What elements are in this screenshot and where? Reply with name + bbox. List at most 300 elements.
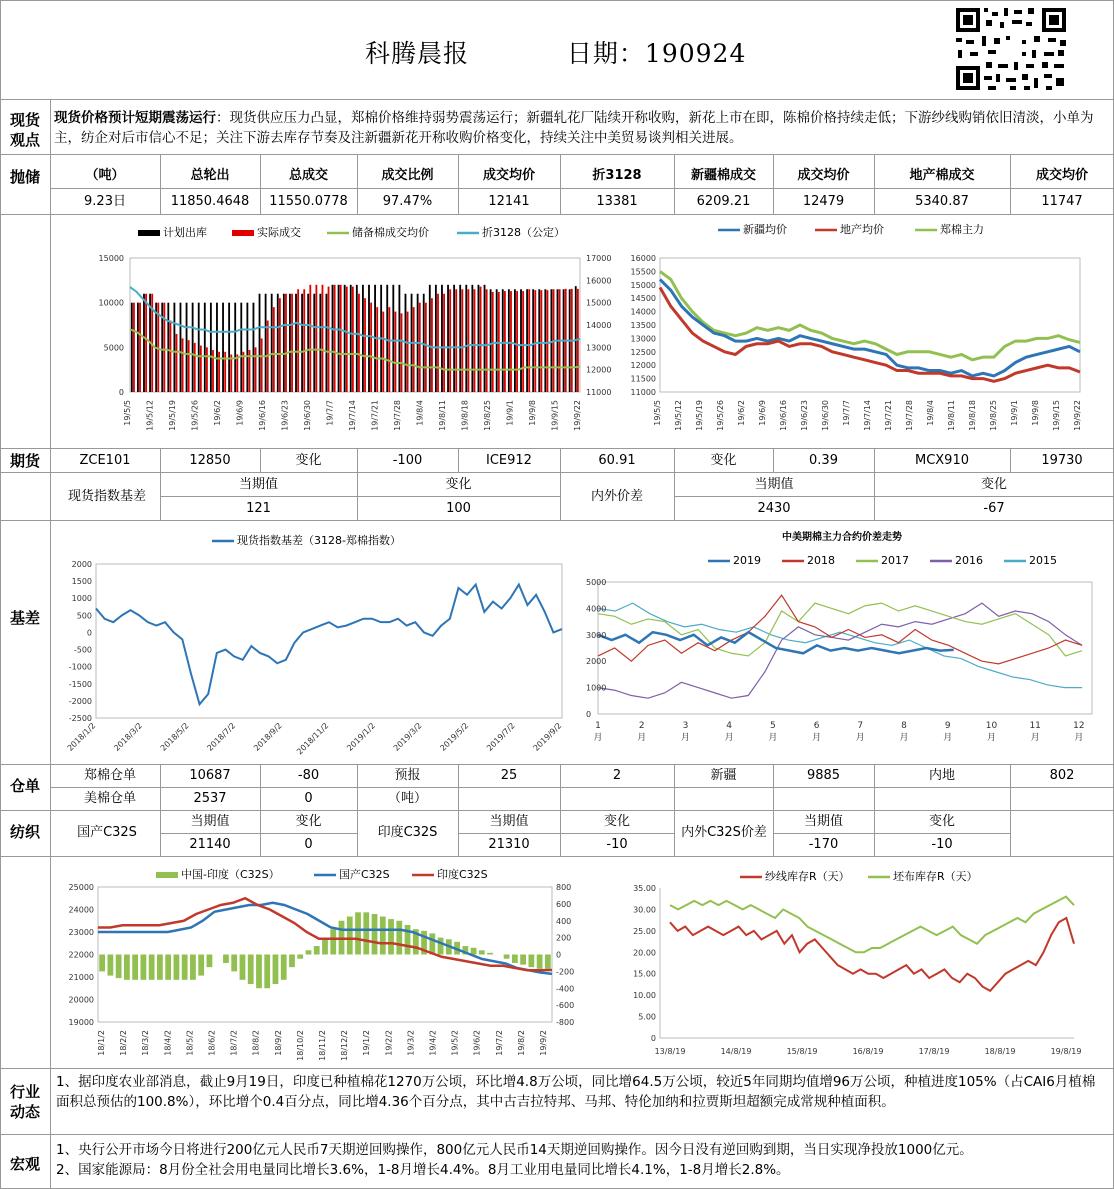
y-left-tick: 0 (118, 388, 124, 397)
x-tick: 19/6/30 (821, 400, 830, 431)
warehouse-cell: 0 (304, 791, 313, 806)
warehouse-cell: 预报 (394, 768, 421, 783)
diff-bar (537, 955, 543, 969)
x-tick-unit: 月 (768, 733, 778, 743)
x-tick: 18/6/2 (207, 1030, 217, 1056)
plot-area (96, 564, 562, 718)
actual-bar (510, 291, 512, 392)
report-title (365, 34, 746, 70)
actual-bar (540, 290, 542, 392)
textile-label: 国产C32S (77, 825, 137, 840)
y-tick: 35.00 (633, 884, 656, 893)
futures-cell: MCX910 (914, 453, 969, 468)
cell-divider (874, 154, 875, 214)
cell-divider (260, 449, 261, 472)
diff-bar (479, 950, 485, 954)
x-tick: 19/5/5 (653, 400, 662, 426)
row-divider (458, 833, 674, 834)
actual-bar (516, 291, 518, 392)
planned-bar (192, 303, 194, 392)
futures-cell: 变化 (710, 453, 737, 468)
x-tick: 19/6/23 (280, 400, 290, 431)
macro-news (56, 1140, 1108, 1180)
actual-bar (291, 294, 293, 392)
y-left-tick: 5000 (103, 343, 124, 353)
x-tick: 7 (857, 721, 864, 731)
planned-bar (441, 285, 443, 392)
y-right-tick: 800 (556, 883, 572, 892)
actual-bar (133, 303, 135, 392)
auction-header-cell: 成交均价 (482, 168, 535, 183)
planned-bar (271, 294, 273, 392)
x-tick: 18/7/2 (229, 1030, 239, 1056)
diff-bar (297, 955, 303, 959)
basis-header-cell: 当期值 (238, 477, 278, 492)
planned-bar (228, 303, 230, 392)
futures-cell: 0.39 (809, 453, 838, 468)
x-tick: 18/2/2 (119, 1030, 129, 1056)
actual-bar (528, 289, 530, 392)
planned-bar (204, 303, 206, 392)
series-2016-line (598, 603, 1082, 698)
basis-label: 现货指数基差 (67, 489, 146, 504)
actual-bar (346, 287, 348, 392)
x-tick: 19/6/30 (303, 400, 312, 431)
auction-header-cell: 折3128 (592, 168, 642, 183)
diff-bar (355, 912, 361, 954)
legend-basis: 现货指数基差（3128-郑棉指数） (237, 534, 401, 547)
actual-bar (243, 352, 245, 392)
planned-bar (253, 303, 255, 392)
x-tick: 19/9/2 (539, 1030, 548, 1056)
y-right-tick: 0 (556, 950, 562, 960)
x-tick: 2019/5/2 (438, 721, 471, 753)
diff-bar (314, 946, 320, 954)
x-tick: 19/7/28 (393, 400, 402, 431)
x-tick: 19/7/7 (842, 400, 851, 426)
actual-bar (230, 354, 232, 392)
actual-bar (437, 294, 439, 392)
spot-index-basis-chart (52, 524, 592, 764)
section-label-warehouse: 仓单 (9, 777, 40, 795)
actual-bar (352, 287, 354, 392)
cell-divider (1010, 449, 1011, 472)
x-tick: 18/1/2 (97, 1030, 106, 1056)
cell-divider (260, 154, 261, 214)
warehouse-cell: 郑棉仓单 (83, 768, 136, 783)
diff-bar (149, 955, 155, 980)
x-tick: 9 (944, 721, 951, 731)
textile-value-cell: -10 (606, 837, 628, 852)
row-divider (50, 188, 1114, 189)
futures-cell: -100 (392, 453, 423, 468)
x-tick: 18/10/2 (295, 1030, 305, 1061)
planned-bar (350, 285, 352, 392)
legend-planned: 计划出库 (163, 226, 207, 239)
x-tick: 19/9/22 (573, 400, 582, 431)
textile-value-cell: 21140 (189, 837, 231, 852)
x-tick: 19/6/16 (258, 400, 267, 431)
planned-bar (465, 285, 467, 392)
cell-divider (357, 154, 358, 214)
planned-bar (180, 303, 182, 392)
actual-bar (388, 307, 390, 392)
auction-volume-price-chart (52, 218, 612, 448)
actual-bar (425, 303, 427, 392)
grey-inventory-line (670, 897, 1074, 953)
cell-divider (674, 810, 675, 856)
x-tick: 18/5/2 (185, 1030, 195, 1056)
us-china-spread-chart (586, 524, 1112, 764)
row-divider (674, 496, 1114, 497)
planned-bar (240, 303, 242, 392)
basis-value-cell: 2430 (757, 501, 791, 516)
auction-header-cell: 新疆棉成交 (690, 168, 756, 183)
diff-bar (231, 955, 237, 972)
x-tick: 19/8/11 (947, 400, 956, 431)
diff-bar (141, 955, 147, 980)
actual-bar (480, 287, 482, 392)
actual-bar (401, 313, 403, 392)
warehouse-cell: 新疆 (710, 768, 737, 783)
diff-bar (520, 955, 526, 965)
y-tick: 12000 (630, 361, 656, 371)
textile-header-cell: 当期值 (190, 814, 230, 829)
legend-price3128: 折3128（公定） (482, 226, 565, 239)
cell-divider (773, 154, 774, 214)
actual-bar (176, 334, 178, 392)
textile-header-cell: 变化 (928, 814, 955, 829)
planned-bar (295, 294, 297, 392)
legend-actual: 实际成交 (257, 226, 301, 239)
textile-header-cell: 变化 (603, 814, 630, 829)
auction-header-cell: 总轮出 (190, 168, 230, 183)
x-tick-unit: 月 (637, 733, 647, 743)
auction-header-cell: 总成交 (288, 168, 328, 183)
y-tick: 12500 (630, 347, 656, 357)
auction-value-cell: 11550.0778 (269, 194, 348, 209)
spot-price-trend-chart (610, 218, 1110, 448)
planned-bar (265, 294, 267, 392)
x-tick: 15/8/19 (786, 1047, 818, 1056)
basis-line (96, 585, 562, 705)
actual-bar (461, 289, 463, 392)
section-label-futures: 期货 (9, 452, 40, 470)
actual-bar (334, 285, 336, 392)
planned-bar (453, 285, 455, 392)
y-tick: 11500 (630, 374, 656, 384)
auction-value-cell: 5340.87 (915, 194, 969, 209)
y-left-tick: 20000 (68, 995, 94, 1005)
x-tick: 2019/7/2 (485, 721, 517, 753)
x-tick: 19/8/25 (989, 400, 998, 431)
cell-divider (560, 154, 561, 214)
actual-bar (395, 312, 397, 392)
planned-bar (222, 303, 224, 392)
x-tick: 19/7/28 (905, 400, 914, 431)
planned-bar (344, 285, 346, 392)
diff-bar (347, 917, 353, 955)
actual-bar (322, 285, 324, 392)
x-tick: 19/8/19 (1050, 1047, 1082, 1056)
actual-bar (273, 307, 275, 392)
y-tick: 14000 (630, 307, 656, 317)
planned-bar (551, 289, 553, 392)
cell-divider (674, 449, 675, 472)
report-header (0, 0, 1114, 100)
planned-bar (362, 285, 364, 392)
y-tick: 15000 (630, 280, 656, 290)
x-tick: 19/9/22 (1073, 400, 1082, 431)
legend-grey: 坯布库存R（天） (893, 870, 978, 883)
series-2018-line (598, 595, 1082, 664)
y-tick: 25.00 (633, 926, 656, 936)
futures-cell: 19730 (1041, 453, 1083, 468)
cell-divider (773, 449, 774, 472)
cell-divider (458, 154, 459, 214)
y-tick: -2500 (68, 714, 92, 723)
diff-bar (438, 938, 444, 955)
y-tick: 15500 (630, 267, 656, 277)
legend-zhengzhou: 郑棉主力 (940, 223, 984, 236)
planned-bar (447, 285, 449, 392)
y-tick: -500 (73, 645, 92, 655)
x-tick: 2019/3/2 (391, 721, 424, 753)
futures-cell: ZCE101 (79, 453, 131, 468)
diff-bar (182, 955, 188, 980)
x-tick: 19/5/5 (123, 400, 132, 426)
x-tick: 18/12/2 (340, 1030, 350, 1061)
x-tick: 2018/5/2 (158, 721, 191, 753)
actual-bar (170, 321, 172, 392)
planned-bar (143, 294, 145, 392)
legend-yarn: 纱线库存R（天） (765, 870, 850, 883)
y-tick: 16000 (630, 254, 656, 263)
futures-cell: 60.91 (598, 453, 636, 468)
y-tick: 14500 (630, 294, 656, 304)
y-right-tick: -600 (556, 1001, 575, 1011)
planned-bar (398, 285, 400, 392)
y-left-tick: 10000 (98, 298, 124, 308)
spot-view-body: ：现货供应压力凸显，郑棉价格维持弱势震荡运行；新疆轧花厂陆续开称收购，新花上市在即，陈棉价格持续走低；下游纱线购销依旧清淡，小单为主，纺企对后市信心不足；关注下游去库存节奏及注新疆新花开称收购价格变化，持续关注中美贸易谈判相关进展。 (54, 110, 1094, 146)
cell-divider (1010, 810, 1011, 856)
x-tick: 19/6/2 (213, 400, 222, 426)
y-tick: 4000 (586, 604, 607, 614)
label-column-divider (50, 100, 51, 1189)
x-tick: 12 (1073, 721, 1085, 731)
x-tick: 18/11/2 (318, 1030, 327, 1061)
cell-divider (458, 449, 459, 472)
legend-2019: 2019 (733, 554, 761, 567)
y-right-tick: 600 (556, 899, 572, 909)
actual-bar (297, 289, 299, 392)
cell-divider (874, 449, 875, 472)
avg-price-line (130, 329, 580, 369)
spot-view-headline: 现货价格预计短期震荡运行 (54, 110, 216, 126)
actual-bar (206, 347, 208, 392)
actual-bar (285, 294, 287, 392)
x-tick: 19/5/26 (190, 400, 200, 431)
planned-bar (502, 289, 504, 392)
textile-value-cell: -10 (931, 837, 953, 852)
y-tick: -1500 (68, 679, 92, 689)
x-tick: 1 (595, 721, 601, 731)
legend-xinjiang: 新疆均价 (743, 223, 787, 236)
auction-value-cell: 12141 (488, 194, 530, 209)
y-tick: 500 (76, 611, 92, 621)
y-tick: 0 (650, 1034, 656, 1043)
planned-bar (520, 289, 522, 392)
divider (0, 856, 1114, 857)
y-left-tick: 19000 (68, 1018, 94, 1027)
inventory-days-chart (612, 860, 1112, 1068)
actual-bar (486, 289, 488, 392)
price3128-line (130, 287, 580, 347)
diff-bar (174, 955, 180, 980)
diff-bar (330, 929, 336, 954)
cell-divider (160, 449, 161, 472)
basis-header-cell: 变化 (980, 477, 1007, 492)
x-tick: 19/8/4 (926, 400, 935, 426)
report-name: 科腾晨报 (365, 39, 470, 68)
y-left-tick: 24000 (68, 905, 94, 915)
actual-bar (382, 312, 384, 392)
x-tick: 18/8/2 (251, 1030, 261, 1056)
x-tick-unit: 月 (855, 733, 865, 743)
warehouse-cell: 25 (500, 768, 518, 783)
zhengzhou-line (660, 271, 1080, 359)
futures-cell: ICE912 (486, 453, 532, 468)
actual-bar (139, 303, 141, 392)
y-tick: 11000 (630, 388, 656, 397)
x-tick: 19/8/2 (516, 1030, 526, 1056)
cell-divider (674, 154, 675, 214)
warehouse-cell: 2 (612, 768, 622, 783)
x-tick: 19/6/23 (800, 400, 809, 431)
planned-bar (459, 285, 461, 392)
cell-divider (357, 810, 358, 856)
actual-bar (236, 354, 238, 392)
x-tick: 19/9/15 (1052, 400, 1061, 431)
cell-divider (560, 449, 561, 472)
x-tick-unit: 月 (593, 733, 603, 743)
x-tick-unit: 月 (680, 733, 690, 743)
x-tick: 19/9/8 (1031, 400, 1040, 426)
x-tick: 19/2/2 (384, 1030, 394, 1056)
x-tick-unit: 月 (1030, 733, 1040, 743)
y-left-tick: 21000 (68, 973, 94, 982)
y-tick: 2000 (71, 560, 92, 569)
legend-planned-swatch (138, 230, 160, 236)
legend-india: 印度C32S (437, 868, 488, 881)
actual-bar (455, 289, 457, 392)
section-label-auction: 抛储 (9, 168, 40, 186)
actual-bar (504, 291, 506, 392)
auction-value-cell: 11850.4648 (170, 194, 250, 209)
auction-value-cell: 9.23日 (84, 194, 126, 209)
y-tick: 1500 (71, 577, 92, 587)
diff-bar (165, 955, 171, 980)
divider (0, 520, 1114, 521)
planned-bar (496, 289, 498, 392)
y-left-tick: 25000 (68, 883, 94, 892)
y-right-tick: -800 (556, 1018, 575, 1027)
basis-label: 内外价差 (590, 489, 643, 504)
textile-label: 印度C32S (377, 825, 438, 840)
auction-value-cell: 13381 (596, 194, 638, 209)
y-right-tick: 200 (556, 933, 572, 943)
y-tick: 5.00 (638, 1012, 656, 1022)
x-tick: 19/6/16 (779, 400, 788, 431)
planned-bar (319, 294, 321, 392)
legend-2018: 2018 (807, 554, 835, 567)
row-divider (50, 787, 1114, 788)
diff-bar (405, 925, 411, 955)
x-tick: 18/4/2 (163, 1030, 173, 1056)
x-tick: 19/5/19 (168, 400, 177, 431)
y-right-tick: 13000 (586, 343, 612, 353)
x-tick: 19/7/7 (325, 400, 335, 426)
planned-bar (326, 294, 328, 392)
planned-bar (478, 285, 480, 392)
x-tick: 4 (726, 721, 733, 731)
x-tick: 19/6/9 (235, 400, 245, 426)
diff-bar (240, 955, 246, 980)
x-tick: 11 (1029, 721, 1041, 731)
actual-bar (303, 289, 305, 392)
actual-bar (309, 285, 311, 392)
x-tick: 16/8/19 (852, 1047, 884, 1056)
x-tick-unit: 月 (943, 733, 953, 743)
x-tick: 2019/1/2 (345, 721, 378, 753)
basis-header-cell: 变化 (445, 477, 472, 492)
actual-bar (145, 294, 147, 392)
x-tick: 3 (682, 721, 689, 731)
planned-bar (186, 303, 188, 392)
x-tick: 18/8/19 (984, 1047, 1016, 1056)
x-tick: 19/9/15 (550, 400, 560, 431)
x-tick: 19/7/21 (884, 400, 893, 431)
actual-bar (449, 289, 451, 392)
actual-bar (358, 294, 360, 392)
y-right-tick: 11000 (586, 388, 612, 397)
cell-divider (1010, 154, 1011, 214)
basis-value-cell: 100 (446, 501, 471, 516)
planned-bar (131, 303, 133, 392)
diff-bar (545, 955, 551, 969)
actual-bar (315, 285, 317, 392)
actual-bar (182, 338, 184, 392)
x-tick: 19/9/1 (505, 400, 515, 426)
y-tick: 13500 (630, 321, 656, 330)
row-divider (160, 496, 560, 497)
actual-bar (431, 298, 433, 392)
row-divider (773, 833, 1010, 834)
diff-bar (190, 955, 196, 980)
diff-bar (116, 955, 122, 979)
planned-bar (216, 303, 218, 392)
textile-header-cell: 变化 (295, 814, 322, 829)
y-left-tick: 22000 (68, 950, 94, 960)
chart-title: 中美期棉主力合约价差走势 (782, 532, 902, 543)
diff-bar (388, 919, 394, 954)
warehouse-cell: （吨） (387, 791, 427, 806)
x-tick: 2018/3/2 (112, 721, 145, 753)
x-tick: 19/7/21 (370, 400, 380, 431)
spot-view-text (54, 108, 1108, 148)
planned-bar (338, 285, 340, 392)
warehouse-cell: 9885 (806, 768, 841, 783)
